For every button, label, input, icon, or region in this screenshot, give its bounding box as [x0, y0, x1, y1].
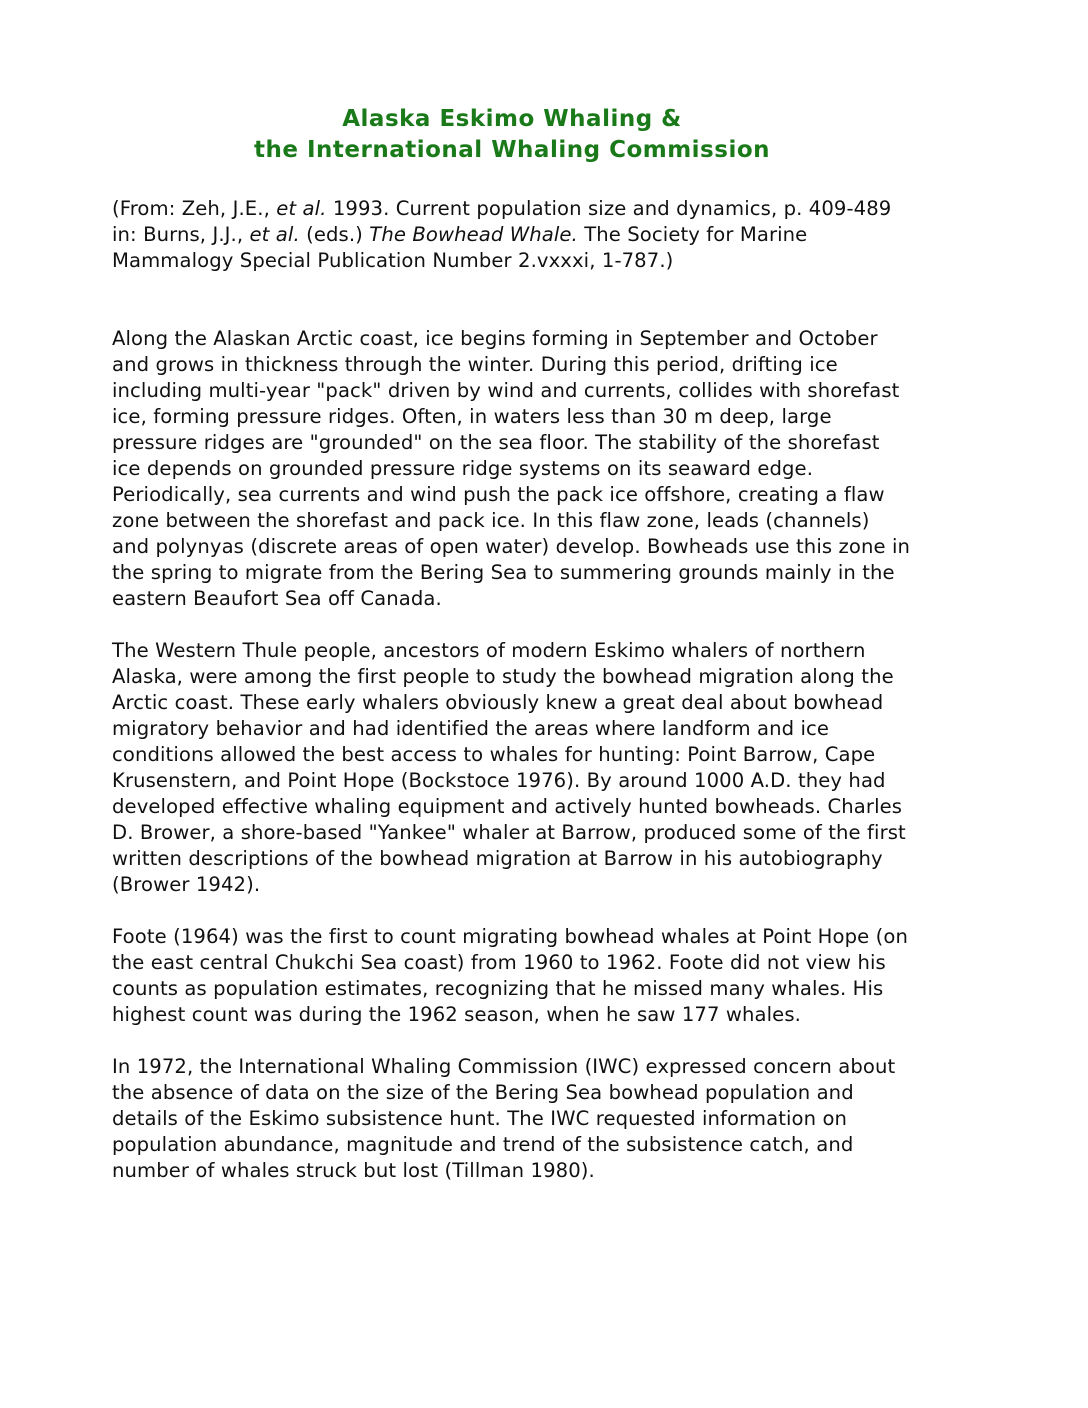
- title-line-1: Alaska Eskimo Whaling &: [342, 106, 682, 132]
- citation: [112, 196, 912, 274]
- document-page: [112, 104, 912, 1210]
- citation-book-title: The Bowhead Whale.: [369, 223, 578, 246]
- paragraph-iwc-1972: In 1972, the International Whaling Commission (IWC) expressed concern about the absence of data on the size of the Bering Sea bowhead population and details of the Eskimo subsistence hunt. The IWC requested information on population abundance, magnitude and trend of the subsistence catch, and number of whales struck but lost (Tillman 1980).: [112, 1055, 896, 1182]
- citation-text: (eds.): [299, 223, 370, 246]
- citation-text: (From: Zeh, J.E.,: [112, 197, 277, 220]
- citation-italic: et al.: [249, 223, 300, 246]
- paragraph-foote-counts: Foote (1964) was the first to count migrating bowhead whales at Point Hope (on the east central Chukchi Sea coast) from 1960 to 1962. Foote did not view his counts as population estimates, recognizing that he missed many whales. His highest count was during the 1962 season, when he saw 177 whales.: [112, 925, 908, 1026]
- citation-italic: et al.: [276, 197, 327, 220]
- citation-text: 1993. Current population size and dynamics, p. 409-489 in: Burns, J.J.,: [112, 197, 892, 246]
- paragraph-thule-people: The Western Thule people, ancestors of modern Eskimo whalers of northern Alaska, were among the first people to study the bowhead migration along the Arctic coast. These early whalers obviously knew a great deal about bowhead migratory behavior and had identified the areas where landform and ice conditions allowed the best access to whales for hunting: Point Barrow, Cape Krusenstern, and Point Hope (Bockstoce 1976). By around 1000 A.D. they had developed effective whaling equipment and actively hunted bowheads. Charles D. Brower, a shore-based "Yankee" whaler at Barrow, produced some of the first written descriptions of the bowhead migration at Barrow in his autobiography (Brower 1942).: [112, 639, 906, 896]
- paragraph-ice-formation: Along the Alaskan Arctic coast, ice begins forming in September and October and grows in thickness through the winter. During this period, drifting ice including multi-year "pack" driven by wind and currents, collides with shorefast ice, forming pressure ridges. Often, in waters less than 30 m deep, large pressure ridges are "grounded" on the sea floor. The stability of the shorefast ice depends on grounded pressure ridge systems on its seaward edge. Periodically, sea currents and wind push the pack ice offshore, creating a flaw zone between the shorefast and pack ice. In this flaw zone, leads (channels) and polynyas (discrete areas of open water) develop. Bowheads use this zone in the spring to migrate from the Bering Sea to summering grounds mainly in the eastern Beaufort Sea off Canada.: [112, 327, 911, 610]
- title-line-2: the International Whaling Commission: [253, 137, 770, 163]
- citation-text: The Society for Marine Mammalogy Special Publication Number 2.vxxxi, 1-787.): [112, 223, 808, 272]
- document-title: [112, 104, 912, 166]
